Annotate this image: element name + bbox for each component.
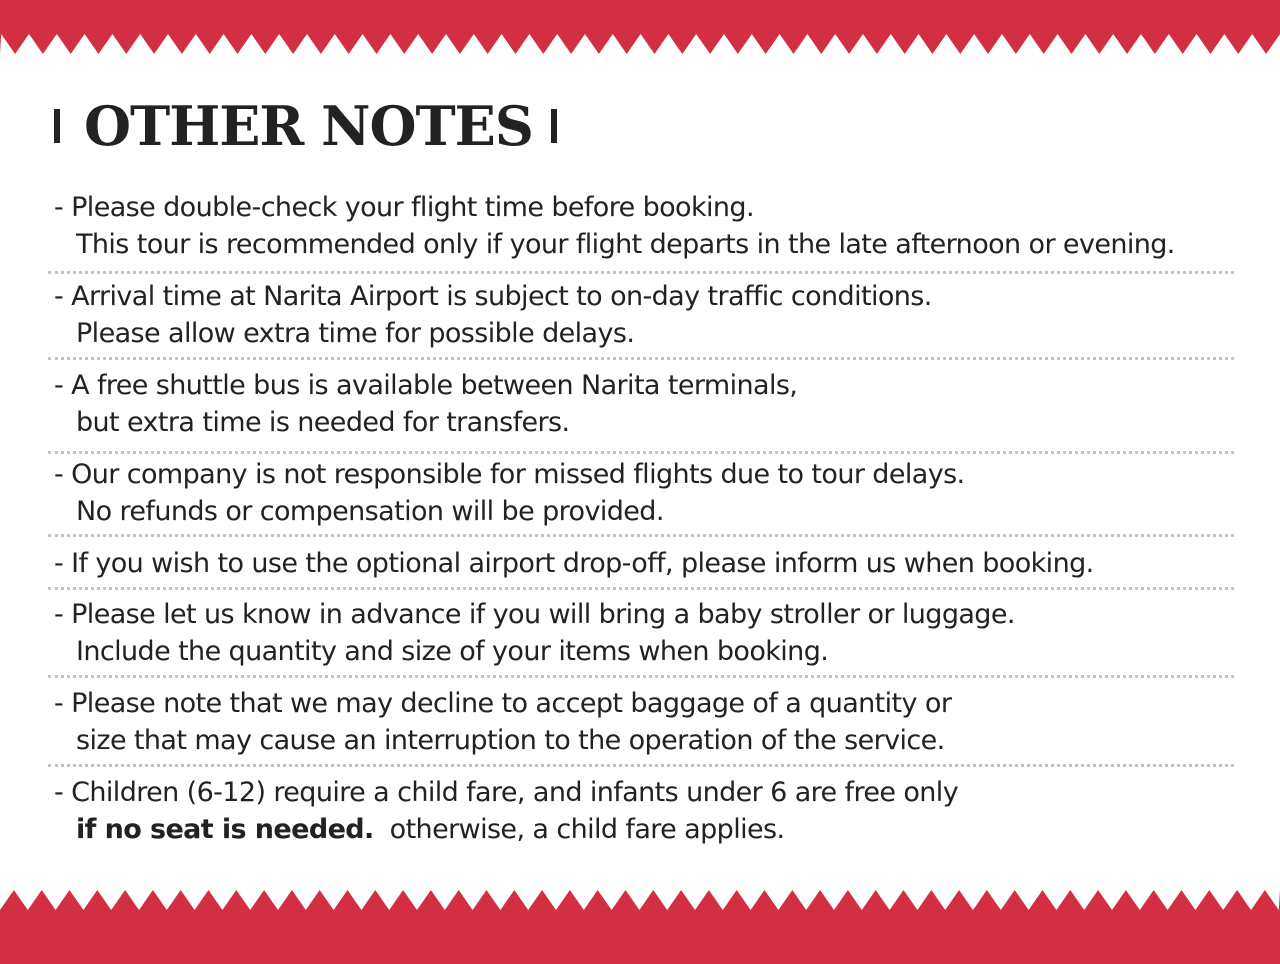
note-line: - Children (6-12) require a child fare, and infants under 6 are free only	[54, 777, 959, 808]
note-line: This tour is recommended only if your flight departs in the late afternoon or evening.	[76, 229, 1175, 260]
note-item	[54, 278, 1244, 352]
note-line-bold-part: if no seat is needed.	[76, 814, 374, 845]
dotted-divider	[48, 271, 1234, 274]
dotted-divider	[48, 534, 1234, 537]
note-item	[54, 456, 1244, 530]
bottom-zigzag-border	[0, 888, 1280, 964]
dotted-divider	[48, 587, 1234, 590]
note-line-rest: otherwise, a child fare applies.	[373, 814, 785, 845]
note-line: - Please note that we may decline to accept baggage of a quantity or	[54, 688, 952, 719]
note-line: - If you wish to use the optional airport drop-off, please inform us when booking.	[54, 548, 1094, 579]
note-item	[54, 774, 1244, 848]
dotted-divider	[48, 764, 1234, 767]
note-item	[54, 189, 1244, 263]
note-line: - Our company is not responsible for missed flights due to tour delays.	[54, 459, 965, 490]
note-line: - Please double-check your flight time before booking.	[54, 192, 754, 223]
note-line	[76, 811, 784, 848]
note-line: but extra time is needed for transfers.	[76, 407, 570, 438]
dotted-divider	[48, 451, 1234, 454]
dotted-divider	[48, 675, 1234, 678]
note-item	[54, 545, 1244, 582]
bottom-zigzag-shape	[0, 890, 1280, 964]
title-text: OTHER NOTES	[84, 94, 533, 158]
note-item	[54, 367, 1244, 441]
dotted-divider	[48, 357, 1234, 360]
note-line: Please allow extra time for possible delays.	[76, 318, 635, 349]
note-item	[54, 596, 1244, 670]
note-line: No refunds or compensation will be provided.	[76, 496, 664, 527]
note-item	[54, 685, 1244, 759]
note-line: Include the quantity and size of your items when booking.	[76, 636, 829, 667]
note-line: - Arrival time at Narita Airport is subject to on-day traffic conditions.	[54, 281, 932, 312]
note-line: - Please let us know in advance if you will bring a baby stroller or luggage.	[54, 599, 1015, 630]
note-line: - A free shuttle bus is available between Narita terminals,	[54, 370, 798, 401]
note-line: size that may cause an interruption to the operation of the service.	[76, 725, 945, 756]
